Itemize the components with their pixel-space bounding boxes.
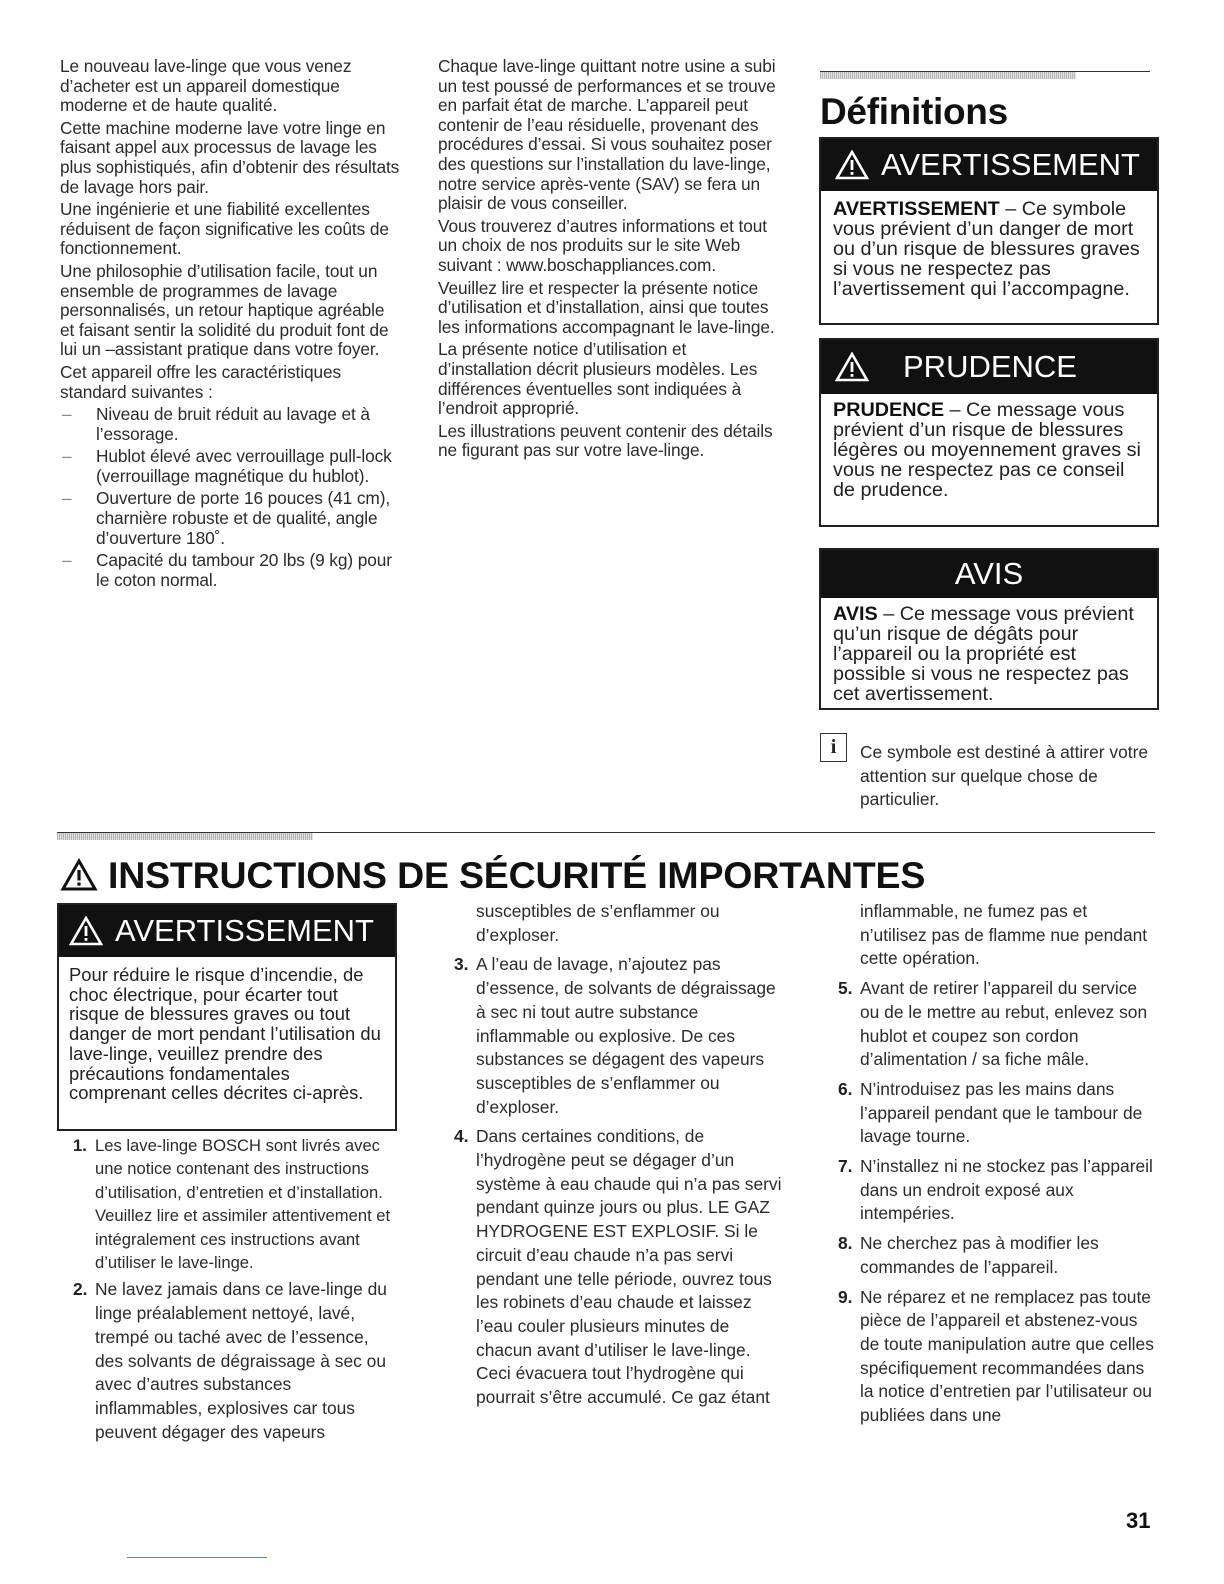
safety-warning-box [57,903,397,1131]
safety-item [57,1134,397,1274]
safety-item-text: Dans certaines conditions, de l’hydrogène peut se dégager d’un système à eau chaude qui n’a pas servi pendant quinze jours ou plus. LE GAZ HYDROGENE EST EXPLOSIF. Si le circuit d’eau chaude n’a pas servi pendant une telle période, ouvrez tous les robinets d’eau chaude et laissez l’eau couler plusieurs minutes de chacun avant d’utiliser le lave-linge. Ceci évacuera tout l’hydrogène qui pourrait s’être accumulé. Ce gaz étant [476,1126,782,1408]
feature-item: – Niveau de bruit réduit au lavage et à l’essorage. [60,405,400,444]
intro-paragraph: Le nouveau lave-linge que vous venez d’acheter est un appareil domestique moderne et de haute qualité. [60,56,352,116]
safety-item-text: N’installez ni ne stockez pas l’appareil dans un endroit exposé aux intempéries. [860,1156,1153,1224]
safety-item-number: 9. [838,1286,853,1307]
warning-triangle-icon [69,916,103,946]
safety-item-number: 1. [73,1136,87,1155]
section-rule [820,71,1150,72]
definition-description: – Ce message vous prévient qu’un risque de dégâts pour l’appareil ou la propriété est possible si vous ne respectez pas cet avertissement. [833,603,1134,705]
safety-item-text: Ne réparez et ne remplacez pas toute pièce de l’appareil et abstenez-vous de toute manipulation autre que celles spécifiquement recommandées dans la notice d’entretien par l’utilisateur ou publiées dans une [860,1286,1154,1426]
prudence-definition-box [819,338,1159,527]
safety-warning-header-label: AVERTISSEMENT [115,913,374,948]
avis-header [821,550,1157,598]
avertissement-definition-box [819,137,1159,325]
definitions-title: Définitions [820,91,1008,132]
safety-item [822,977,1157,1072]
intro-paragraph: Vous trouverez d’autres informations et tout un choix de nos produits sur le site Web suivant : www.boschappliances.com. [438,215,767,275]
safety-title-row [60,855,925,895]
safety-item-number: 6. [838,1078,853,1099]
intro-paragraph: Une philosophie d’utilisation facile, tout un ensemble de programmes de lavage personnalisés, un retour haptique agréable et faisant sentir la solidité du produit font de lui un –assistant pratique dans votre foyer. [60,260,389,360]
safety-column-3 [822,900,1157,1434]
avertissement-definition-text [821,191,1157,299]
intro-paragraph: La présente notice d’utilisation et d’installation décrit plusieurs modèles. Les différences éventuelles sont indiquées à l’endroit approprié. [438,339,758,419]
safety-warning-header [59,905,395,957]
prudence-definition-text [821,394,1157,500]
safety-item-text: Avant de retirer l’appareil du service ou de le mettre au rebut, enlevez son hublot et coupez son cordon d’alimentation / sa fiche mâle. [860,978,1148,1070]
prudence-header [821,340,1157,394]
page-number: 31 [1126,1508,1151,1533]
info-icon: i [820,733,847,762]
safety-item [822,1078,1157,1149]
intro-paragraph: Cet appareil offre les caractéristiques standard suivantes : [60,361,342,402]
intro-paragraph: Veuillez lire et respecter la présente notice d’utilisation et d’installation, ainsi que toutes les informations accompagnant le lave-linge. [438,277,775,337]
definition-term: PRUDENCE [833,399,945,421]
intro-column-2 [438,57,783,464]
safety-item-number: 3. [454,954,469,975]
warning-triangle-icon [835,150,869,180]
avertissement-header [821,139,1157,191]
safety-column-2 [438,900,788,1416]
info-description: Ce symbole est destiné à attirer votre attention sur quelque chose de particulier. [860,742,1149,809]
intro-paragraph: Une ingénierie et une fiabilité excellentes réduisent de façon significative les coûts de fonctionnement. [60,199,389,259]
intro-paragraph: Les illustrations peuvent contenir des détails ne figurant pas sur votre lave-linge. [438,420,773,461]
definition-term: AVERTISSEMENT [833,198,1000,220]
feature-item: – Hublot élevé avec verrouillage pull-lock (verrouillage magnétique du hublot). [60,447,400,486]
feature-item: – Ouverture de porte 16 pouces (41 cm), charnière robuste et de qualité, angle d’ouverture 180˚. [60,489,400,548]
safety-item-number: 8. [838,1233,853,1254]
safety-item [822,1155,1157,1226]
safety-item-number: 4. [454,1126,469,1147]
safety-item [822,1286,1157,1428]
safety-item-text: Les lave-linge BOSCH sont livrés avec une notice contenant des instructions d’utilisation, d’entretien et d’installation. Veuillez lire et assimiler attentivement et intégralement ces instructions avant d’utiliser le lave-linge. [95,1136,391,1273]
safety-item-text: A l’eau de lavage, n’ajoutez pas d’essence, de solvants de dégraissage à sec ni tout autre substance inflammable ou explosive. De ces substances se dégagent des vapeurs susceptibles de s’enflammer ou d’exploser. [476,954,776,1117]
prudence-header-label: PRUDENCE [903,349,1077,384]
avis-header-label: AVIS [954,556,1024,591]
continuation-text: susceptibles de s’enflammer ou d’exploser. [476,901,720,945]
safety-item-number: 5. [838,978,853,999]
warning-triangle-icon [835,352,869,382]
safety-item-number: 2. [73,1279,88,1300]
avis-definition-text [821,598,1157,704]
intro-column-1 [60,57,400,593]
safety-item [438,1125,788,1409]
safety-item-text: Ne lavez jamais dans ce lave-linge du linge préalablement nettoyé, lavé, trempé ou taché avec de l’essence, des solvants de dégraissage à sec ou avec d’autres substances inflammables, explosives car tous peuvent dégager des vapeurs [95,1279,387,1442]
safety-item [822,1232,1157,1279]
feature-list [60,405,400,590]
continuation-text: inflammable, ne fumez pas et n’utilisez pas de flamme nue pendant cette opération. [860,901,1148,969]
intro-paragraph: Chaque lave-linge quittant notre usine a subi un test poussé de performances et se trouve en parfait état de marche. L’appareil peut contenir de l’eau résiduelle, provenant des procédures d’essai. Si vous souhaitez poser des questions sur l’installation du lave-linge, notre service après-vente (SAV) se fera un plaisir de vous conseiller. [438,56,776,214]
safety-item-number: 7. [838,1156,853,1177]
safety-warning-text: Pour réduire le risque d’incendie, de choc électrique, pour écarter tout risque de blessures graves ou tout danger de mort pendant l’utilisation du lave-linge, veuillez prendre des précautions fondamentales comprenant celles décrites ci-après. [69,964,381,1104]
section-rule [57,832,1155,833]
definition-term: AVIS [833,603,878,625]
section-rule-dotted [820,71,1076,79]
definition-description: – Ce symbole vous prévient d’un danger de mort ou d’un risque de blessures graves si vous ne respectez pas l’avertissement qui l’accompagne. [833,198,1140,300]
safety-column-1 [57,1134,397,1450]
safety-item [438,953,788,1119]
feature-item: – Capacité du tambour 20 lbs (9 kg) pour le coton normal. [60,551,400,590]
definition-description: – Ce message vous prévient d’un risque de blessures légères ou moyennement graves si vous ne respectez pas ce conseil de prudence. [833,399,1141,501]
avertissement-header-label: AVERTISSEMENT [881,147,1140,182]
intro-paragraph: Cette machine moderne lave votre linge en faisant appel aux processus de lavage les plus sophistiqués, afin d’obtenir des résultats de lavage hors pair. [60,117,400,197]
warning-triangle-icon [60,858,98,892]
safety-title: INSTRUCTIONS DE SÉCURITÉ IMPORTANTES [108,854,926,896]
safety-item [57,1278,397,1444]
scan-mark-line [127,1557,267,1558]
safety-item-text: N’introduisez pas les mains dans l’appareil pendant que le tambour de lavage tourne. [860,1078,1143,1147]
avis-definition-box [819,548,1159,710]
safety-item-text: Ne cherchez pas à modifier les commandes de l’appareil. [860,1233,1099,1277]
section-rule-dotted [57,832,313,840]
